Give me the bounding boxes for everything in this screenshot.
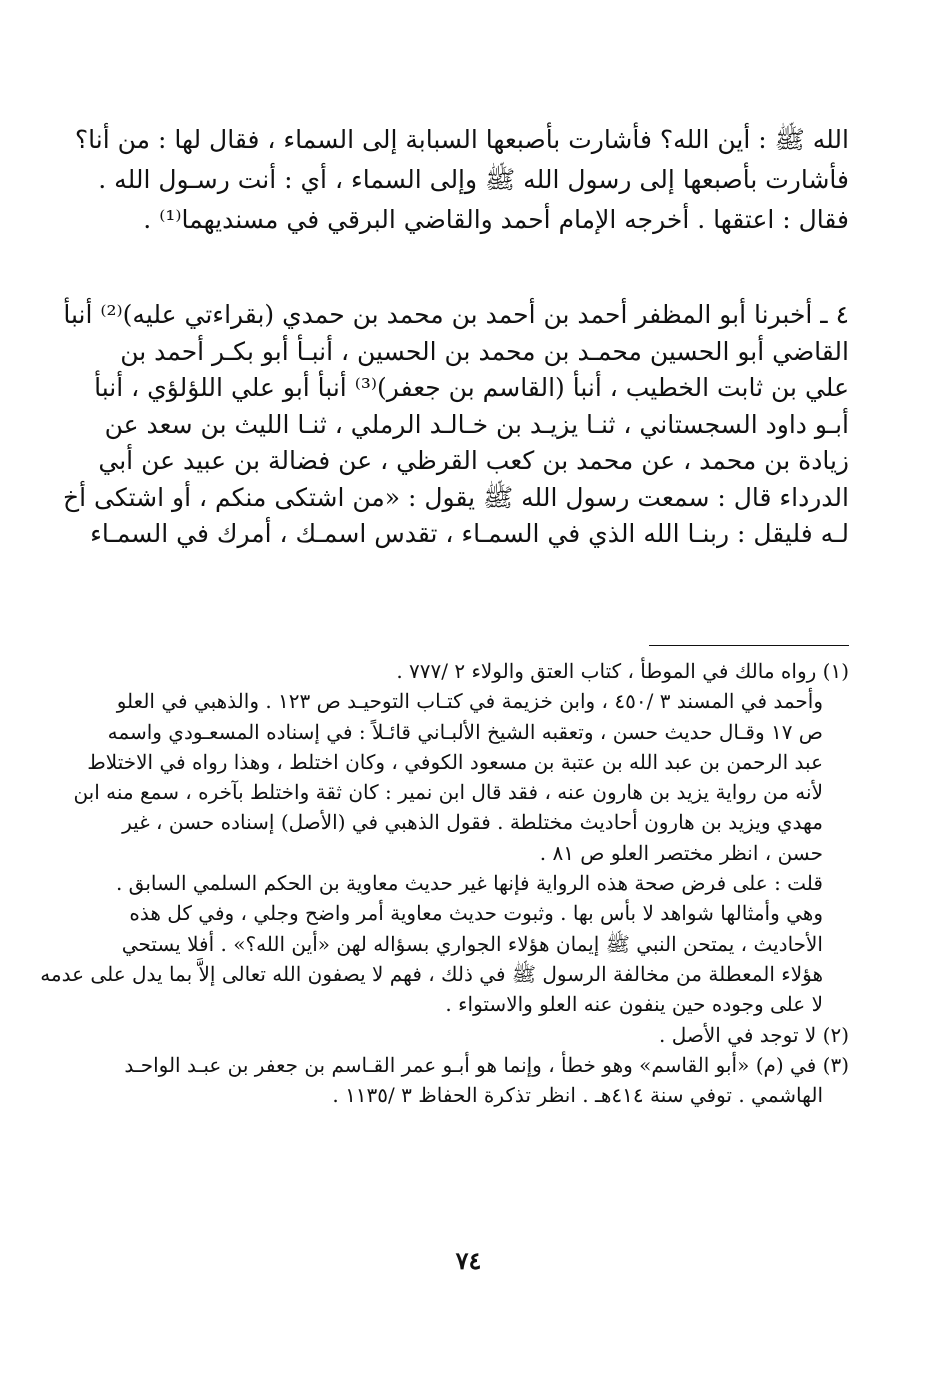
footnote-line: هؤلاء المعطلة من مخالفة الرسول ﷺ في ذلك ، فهم لا يصفون الله تعالى إلاَّ بما يدل على عدمه — [40, 961, 823, 986]
text-line: لـه فليقل : ربنـا الله الذي في السمـاء ، تقدس اسمـك ، أمرك في السمـاء — [90, 519, 849, 548]
text-line: زيادة بن محمد ، عن محمد بن كعب القرظي ، عن فضالة بن عبيد عن أبي — [98, 446, 849, 475]
text-line: فقال : اعتقها . أخرجه الإمام أحمد والقاضي البرقي في مسنديهما⁽¹⁾ . — [143, 205, 849, 234]
text-line: علي بن ثابت الخطيب ، أنبأ (القاسم بن جعفر)⁽³⁾ أنبأ أبو علي اللؤلؤي ، أنبأ — [94, 373, 849, 402]
text-line: ٤ ـ أخبرنا أبو المظفر أحمد بن أحمد بن محمد بن حمدي (بقراءتي عليه)⁽²⁾ أنبأ — [63, 300, 849, 329]
footnote-line: (١) رواه مالك في الموطأ ، كتاب العتق والولاء ٢ /٧٧٧ . — [396, 659, 849, 683]
footnote-line: لأنه من رواية يزيد بن هارون عنه ، فقد قال ابن نمير : كان ثقة واختلط بآخره ، سمع منه ابن — [73, 780, 823, 805]
footnote-line: حسن ، انظر مختصر العلو ص ٨١ . — [539, 840, 823, 865]
footnotes-section — [40, 656, 849, 1110]
footnote-line: ص ١٧ وقـال حديث حسن ، وتعقبه الشيخ الألبـاني قائـلاً : في إسناده المسعـودي واسمه — [107, 719, 823, 744]
text-line: الدرداء قال : سمعت رسول الله ﷺ يقول : «من اشتكى منكم ، أو اشتكى أخ — [62, 482, 849, 512]
footnote-line: وأحمد في المسند ٣ /٤٥٠ ، وابن خزيمة في كتـاب التوحيـد ص ١٢٣ . والذهبي في العلو — [116, 689, 823, 714]
footnote-line: (٣) في (م) «أبو القاسم» وهو خطأ ، وإنما هو أبـو عمر القـاسم بن جعفر بن عبـد الواحـد — [124, 1052, 849, 1077]
footnote-line: عبد الرحمن بن عبد الله بن عتبة بن مسعود الكوفي ، وكان اختلط ، وهذا رواه في الاختلاط — [87, 749, 823, 774]
page-number: ٧٤ — [455, 1246, 482, 1275]
footnote-line: الأحاديث ، يمتحن النبي ﷺ إيمان هؤلاء الجواري بسؤاله لهن «أين الله؟» . أفلا يستحي — [121, 931, 823, 956]
main-paragraph-1 — [74, 120, 849, 240]
footnote-line: وهي وأمثالها شواهد لا بأس بها . وثبوت حديث معاوية أمر واضح وجلي ، وفي كل هذه — [129, 901, 823, 926]
text-line: الله ﷺ : أين الله؟ فأشارت بأصبعها السبابة إلى السماء ، فقال لها : من أنا؟ — [74, 125, 849, 154]
text-line: فأشارت بأصبعها إلى رسول الله ﷺ وإلى السماء ، أي : أنت رسـول الله . — [98, 165, 849, 194]
main-paragraph-2 — [62, 297, 849, 553]
footnote-line: (٢) لا توجد في الأصل . — [659, 1022, 849, 1047]
text-line: أبـو داود السجستاني ، ثنـا يزيـد بن خـالـد الرملي ، ثنـا الليث بن سعد عن — [104, 409, 849, 439]
footnote-line: مهدي ويزيد بن هارون أحاديث مختلطة . فقول الذهبي في (الأصل) إسناده حسن ، غير — [122, 810, 823, 835]
footnote-divider — [649, 645, 849, 646]
footnote-line: لا على وجوده حين ينفون عنه العلو والاستواء . — [445, 992, 823, 1017]
footnote-line: قلت : على فرض صحة هذه الرواية فإنها غير حديث معاوية بن الحكم السلمي السابق . — [115, 871, 823, 896]
text-line: القاضي أبو الحسين محمـد بن محمد بن الحسين ، أنبـأ أبو بكـر أحمد بن — [120, 336, 849, 366]
footnote-line: الهاشمي . توفي سنة ٤١٤هـ . انظر تذكرة الحفاظ ٣ /١١٣٥ . — [332, 1083, 823, 1108]
